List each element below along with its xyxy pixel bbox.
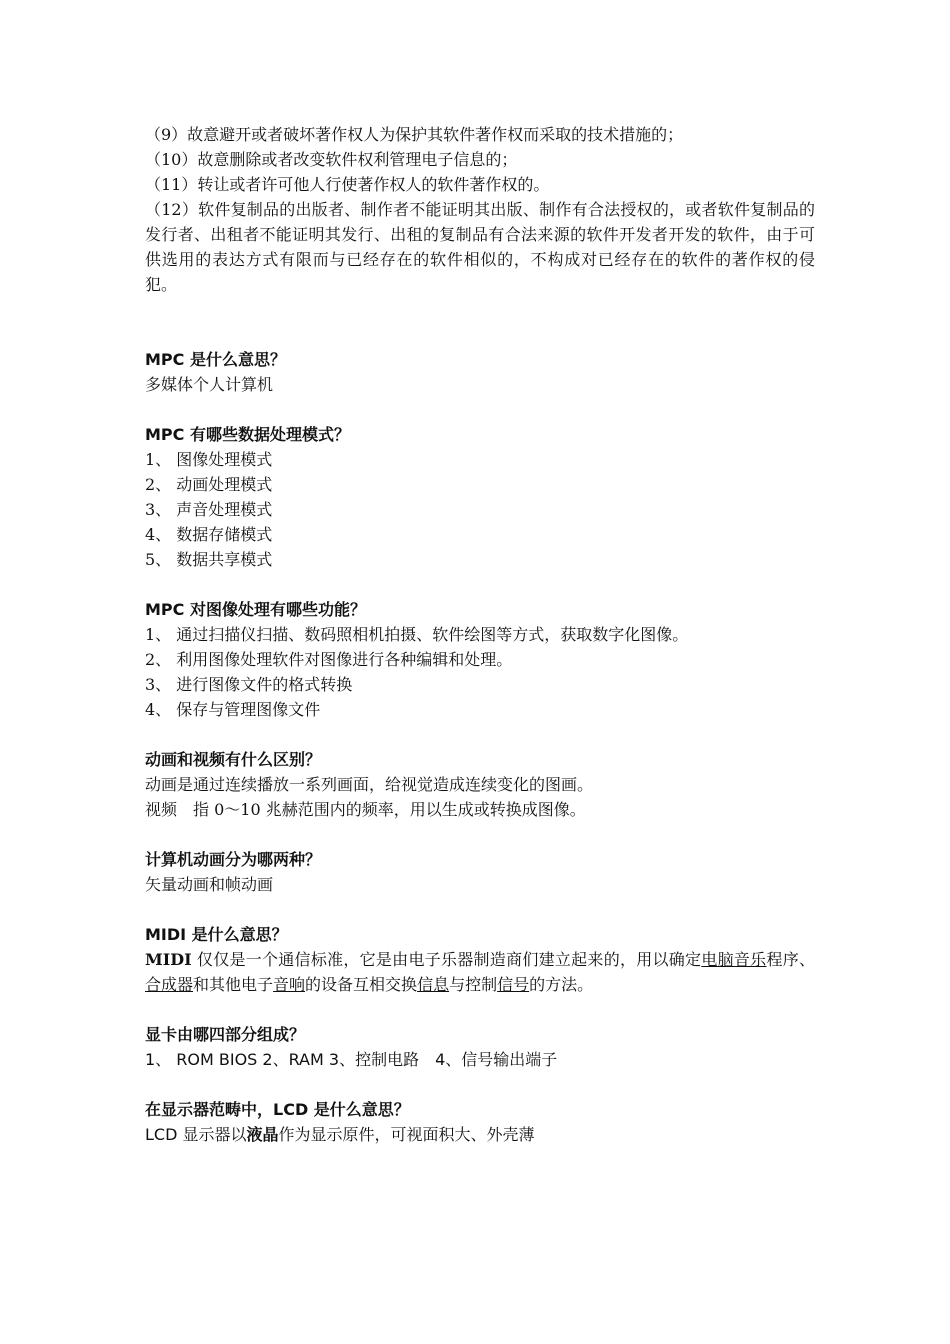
question-graphics-card-parts: 显卡由哪四部分组成？: [145, 1025, 306, 1044]
document-content: [145, 122, 815, 1147]
answer-line: 动画是通过连续播放一系列画面，给视觉造成连续变化的图画。: [145, 775, 594, 794]
intro-paragraph: （12）软件复制品的出版者、制作者不能证明其出版、制作有合法授权的，或者软件复制品的发行者、出租者不能证明其发行、出租的复制品有合法来源的软件开发者开发的软件，由于可供选用的表达方式有限而与已经存在的软件相似的，不构成对已经存在的软件的著作权的侵犯。: [145, 200, 815, 294]
answer-line: 1、 ROM BIOS 2、RAM 3、控制电路 4、信号输出端子: [145, 1050, 558, 1069]
answer-line: 5、 数据共享模式: [145, 550, 273, 569]
question-mpc-modes: MPC 有哪些数据处理模式？: [145, 425, 350, 444]
answer-line: 1、 图像处理模式: [145, 450, 273, 469]
question-animation-types: 计算机动画分为哪两种？: [145, 850, 322, 869]
answer-line: 多媒体个人计算机: [145, 375, 274, 394]
question-mpc-meaning: MPC 是什么意思？: [145, 350, 286, 369]
question-lcd-meaning: 在显示器范畴中，LCD 是什么意思？: [145, 1100, 410, 1119]
answer-line: 2、 利用图像处理软件对图像进行各种编辑和处理。: [145, 650, 513, 669]
answer-line: 3、 声音处理模式: [145, 500, 273, 519]
answer-line: 4、 保存与管理图像文件: [145, 700, 321, 719]
answer-line: 视频 指 0～10 兆赫范围内的频率，用以生成或转换成图像。: [145, 800, 586, 819]
link-audio[interactable]: 音响: [273, 975, 306, 994]
midi-term: MIDI: [145, 950, 192, 969]
answer-line: 3、 进行图像文件的格式转换: [145, 675, 353, 694]
link-information[interactable]: 信息: [417, 975, 450, 994]
lcd-term: 液晶: [246, 1125, 279, 1144]
link-signal[interactable]: 信号: [497, 975, 530, 994]
lcd-answer: LCD 显示器以液晶作为显示原件，可视面积大、外壳薄: [145, 1125, 535, 1144]
intro-line: （10）故意删除或者改变软件权利管理电子信息的；: [145, 150, 518, 169]
answer-line: 2、 动画处理模式: [145, 475, 273, 494]
midi-paragraph: MIDI 仅仅是一个通信标准，它是由电子乐器制造商们建立起来的，用以确定电脑音乐程序、合成器和其他电子音响的设备互相交换信息与控制信号的方法。: [145, 950, 815, 994]
intro-block: [145, 122, 815, 297]
answer-line: 4、 数据存储模式: [145, 525, 273, 544]
answer-line: 1、 通过扫描仪扫描、数码照相机拍摄、软件绘图等方式，获取数字化图像。: [145, 625, 689, 644]
answer-line: 矢量动画和帧动画: [145, 875, 274, 894]
link-synthesizer[interactable]: 合成器: [145, 975, 194, 994]
intro-line: （11）转让或者许可他人行使著作权人的软件著作权的。: [145, 175, 550, 194]
link-computer-music[interactable]: 电脑音乐: [701, 950, 767, 969]
intro-line: （9）故意避开或者破坏著作权人为保护其软件著作权而采取的技术措施的；: [145, 125, 684, 144]
question-mpc-image-functions: MPC 对图像处理有哪些功能？: [145, 600, 366, 619]
question-animation-vs-video: 动画和视频有什么区别？: [145, 750, 322, 769]
question-midi-meaning: MIDI 是什么意思？: [145, 925, 288, 944]
